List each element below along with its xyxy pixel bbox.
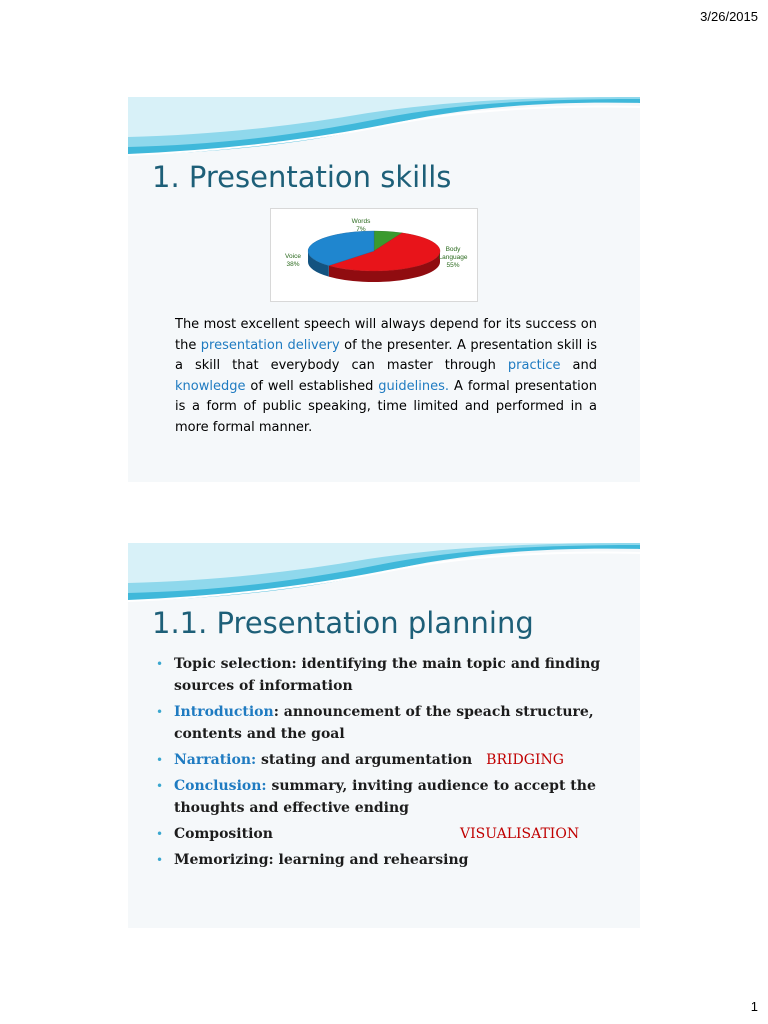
- bullet-dot-icon: •: [156, 753, 164, 767]
- value-voice: 38%: [286, 261, 300, 268]
- bullet-dot-icon: •: [156, 779, 164, 793]
- value-words: 7%: [356, 226, 366, 233]
- slide-title: 1.1. Presentation planning: [152, 606, 534, 640]
- bullet-dot-icon: •: [156, 853, 164, 867]
- bullet-text: Composition: [174, 826, 273, 842]
- list-item: [154, 823, 624, 845]
- highlight-practice: practice: [507, 358, 561, 373]
- bullet-dot-icon: •: [156, 827, 164, 841]
- paragraph-text: A formal presentation is a form of public speaking, time limited and performed in a more formal manner.: [175, 378, 597, 435]
- bullet-text: summary, inviting audience to accept the thoughts and effective ending: [174, 778, 596, 816]
- label-body-language-2: Language: [438, 254, 468, 261]
- paragraph-text: of the presenter. A presentation skill is a skill that everybody can master through: [175, 337, 597, 373]
- paragraph-text: and: [560, 358, 597, 373]
- list-item: [154, 749, 624, 771]
- list-item: [154, 701, 624, 745]
- bullet-lead: Conclusion:: [174, 778, 267, 794]
- planning-bullet-list: [154, 653, 624, 875]
- bullet-dot-icon: •: [156, 657, 164, 671]
- wave-banner: [128, 97, 640, 159]
- list-item: [154, 775, 624, 819]
- label-voice: Voice: [285, 253, 301, 260]
- list-item: [154, 849, 624, 871]
- bullet-text: Memorizing: learning and rehearsing: [174, 852, 469, 868]
- slide-presentation-planning: [128, 543, 640, 928]
- label-words: Words: [351, 218, 371, 225]
- pie-chart-svg: [271, 209, 477, 301]
- label-body-language: Body: [445, 246, 461, 253]
- bullet-text: : announcement of the speach structure, contents and the goal: [174, 704, 594, 742]
- bridging-tag: BRIDGING: [486, 752, 564, 768]
- page-date: 3/26/2015: [700, 9, 758, 24]
- bullet-dot-icon: •: [156, 705, 164, 719]
- pie-chart: [270, 208, 478, 302]
- bullet-lead: Narration:: [174, 752, 257, 768]
- paragraph-text: of well established: [245, 378, 379, 394]
- visualisation-tag: VISUALISATION: [460, 826, 580, 842]
- slide-presentation-skills: [128, 97, 640, 482]
- paragraph-text: The most excellent speech will always depend for its success on the: [175, 317, 597, 353]
- list-item: [154, 653, 624, 697]
- value-body-language: 55%: [446, 262, 460, 269]
- highlight-presentation-delivery: presentation delivery: [200, 337, 340, 353]
- highlight-knowledge: knowledge: [175, 378, 246, 394]
- intro-paragraph: [175, 315, 597, 438]
- slide-title: 1. Presentation skills: [152, 160, 452, 194]
- wave-banner: [128, 543, 640, 605]
- bullet-lead: Introduction: [174, 704, 274, 720]
- bullet-text: stating and argumentation: [256, 752, 473, 768]
- bullet-text: Topic selection: identifying the main topic and finding sources of information: [174, 656, 601, 694]
- page-number: 1: [750, 999, 758, 1014]
- highlight-guidelines: guidelines.: [378, 378, 450, 394]
